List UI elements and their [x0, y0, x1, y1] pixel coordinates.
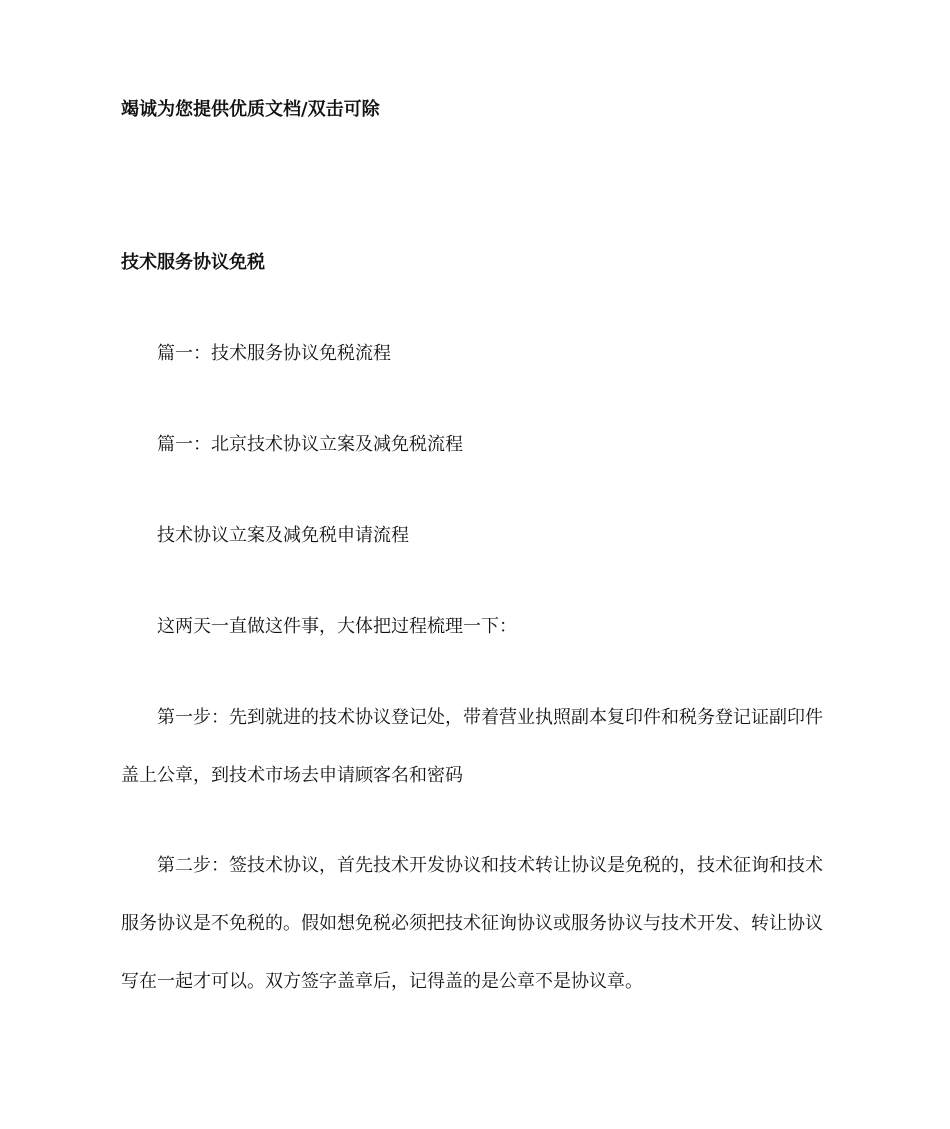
- step2-line-2: 服务协议是不免税的。假如想免税必须把技术征询协议或服务协议与技术开发、转让协议: [121, 913, 823, 934]
- subtitle-1: 篇一：技术服务协议免税流程: [157, 343, 391, 364]
- subtitle-2: 篇一：北京技术协议立案及减免税流程: [157, 434, 463, 455]
- step2-line-3: 写在一起才可以。双方签字盖章后，记得盖的是公章不是协议章。: [121, 971, 643, 992]
- subtitle-3: 技术协议立案及减免税申请流程: [157, 525, 409, 546]
- intro-paragraph: 这两天一直做这件事，大体把过程梳理一下：: [157, 616, 517, 637]
- step1-line-2: 盖上公章，到技术市场去申请顾客名和密码: [121, 765, 463, 786]
- header-watermark-text: 竭诚为您提供优质文档/双击可除: [121, 99, 380, 120]
- document-title: 技术服务协议免税: [121, 252, 265, 273]
- step2-line-1: 第二步：签技术协议，首先技术开发协议和技术转让协议是免税的，技术征询和技术: [157, 855, 823, 876]
- step1-line-1: 第一步：先到就进的技术协议登记处，带着营业执照副本复印件和税务登记证副印件: [157, 707, 823, 728]
